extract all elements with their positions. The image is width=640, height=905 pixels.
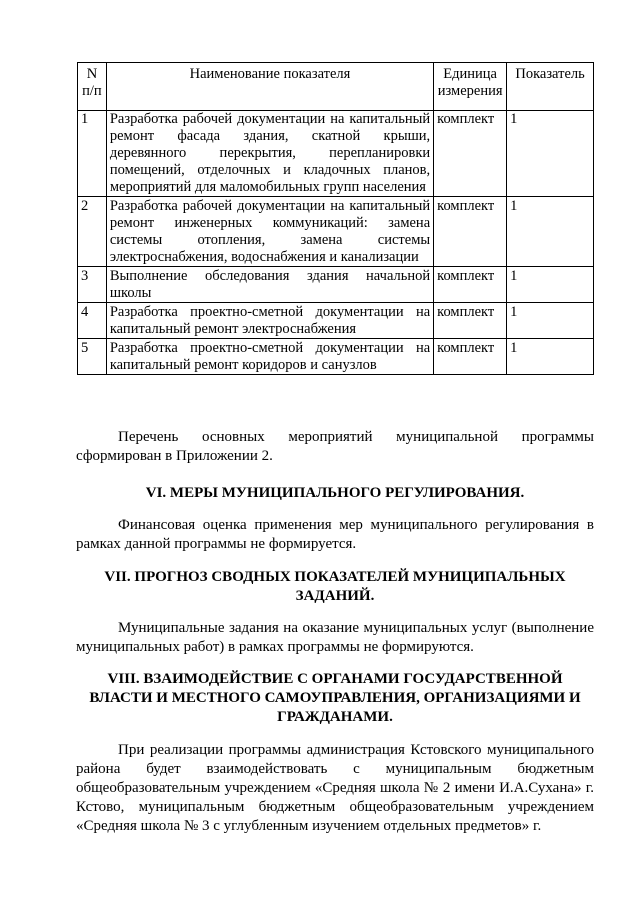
table-row — [78, 339, 594, 375]
cell-num: 4 — [78, 303, 107, 339]
cell-name: Разработка проектно-сметной документации на капитальный ремонт электроснабжения — [106, 303, 433, 339]
section-8-title: VIII. ВЗАИМОДЕЙСТВИЕ С ОРГАНАМИ ГОСУДАРСТВЕННОЙ ВЛАСТИ И МЕСТНОГО САМОУПРАВЛЕНИЯ, ОРГАНИЗАЦИЯМИ И ГРАЖДАНАМИ. — [89, 671, 581, 725]
cell-value: 1 — [507, 267, 594, 303]
table-row — [78, 111, 594, 197]
cell-unit: комплект — [434, 111, 507, 197]
table-row — [78, 267, 594, 303]
cell-name: Разработка рабочей документации на капитальный ремонт инженерных коммуникаций: замена системы отопления, замена системы электроснабжения, водоснабжения и канализации — [106, 197, 433, 267]
table-row — [78, 197, 594, 267]
cell-unit: комплект — [434, 267, 507, 303]
section-6-text: Финансовая оценка применения мер муниципального регулирования в рамках данной программы не формируется. — [76, 517, 594, 552]
header-num: N п/п — [78, 63, 107, 111]
table-header-row — [78, 63, 594, 111]
cell-num: 5 — [78, 339, 107, 375]
header-value: Показатель — [507, 63, 594, 111]
section-6-title: VI. МЕРЫ МУНИЦИПАЛЬНОГО РЕГУЛИРОВАНИЯ. — [145, 485, 525, 501]
cell-value: 1 — [507, 111, 594, 197]
cell-num: 1 — [78, 111, 107, 197]
section-7-text: Муниципальные задания на оказание муниципальных услуг (выполнение муниципальных работ) в рамках программы не формируются. — [76, 620, 594, 655]
cell-name: Выполнение обследования здания начальной школы — [106, 267, 433, 303]
cell-value: 1 — [507, 197, 594, 267]
header-unit: Единица измерения — [434, 63, 507, 111]
section-7-title: VII. ПРОГНОЗ СВОДНЫХ ПОКАЗАТЕЛЕЙ МУНИЦИПАЛЬНЫХ ЗАДАНИЙ. — [104, 569, 566, 604]
header-name: Наименование показателя — [106, 63, 433, 111]
cell-num: 2 — [78, 197, 107, 267]
cell-value: 1 — [507, 303, 594, 339]
cell-unit: комплект — [434, 303, 507, 339]
cell-name: Разработка рабочей документации на капитальный ремонт фасада здания, скатной крыши, деревянного перекрытия, перепланировки помещений, отделочных и кладочных планов, мероприятий для маломобильных групп населения — [106, 111, 433, 197]
cell-unit: комплект — [434, 339, 507, 375]
indicators-table — [77, 62, 594, 375]
program-list-paragraph: Перечень основных мероприятий муниципальной программы сформирован в Приложении 2. — [76, 429, 594, 464]
cell-num: 3 — [78, 267, 107, 303]
section-8-text: При реализации программы администрация Кстовского муниципального района будет взаимодействовать с муниципальным бюджетным общеобразовательным учреждением «Средняя школа № 2 имени И.А.Сухана» г. Кстово, муниципальным бюджетным общеобразовательным учреждением «Средняя школа № 3 с углубленным изучением отдельных предметов» г. — [76, 742, 594, 834]
table-row — [78, 303, 594, 339]
cell-name: Разработка проектно-сметной документации на капитальный ремонт коридоров и санузлов — [106, 339, 433, 375]
cell-unit: комплект — [434, 197, 507, 267]
cell-value: 1 — [507, 339, 594, 375]
